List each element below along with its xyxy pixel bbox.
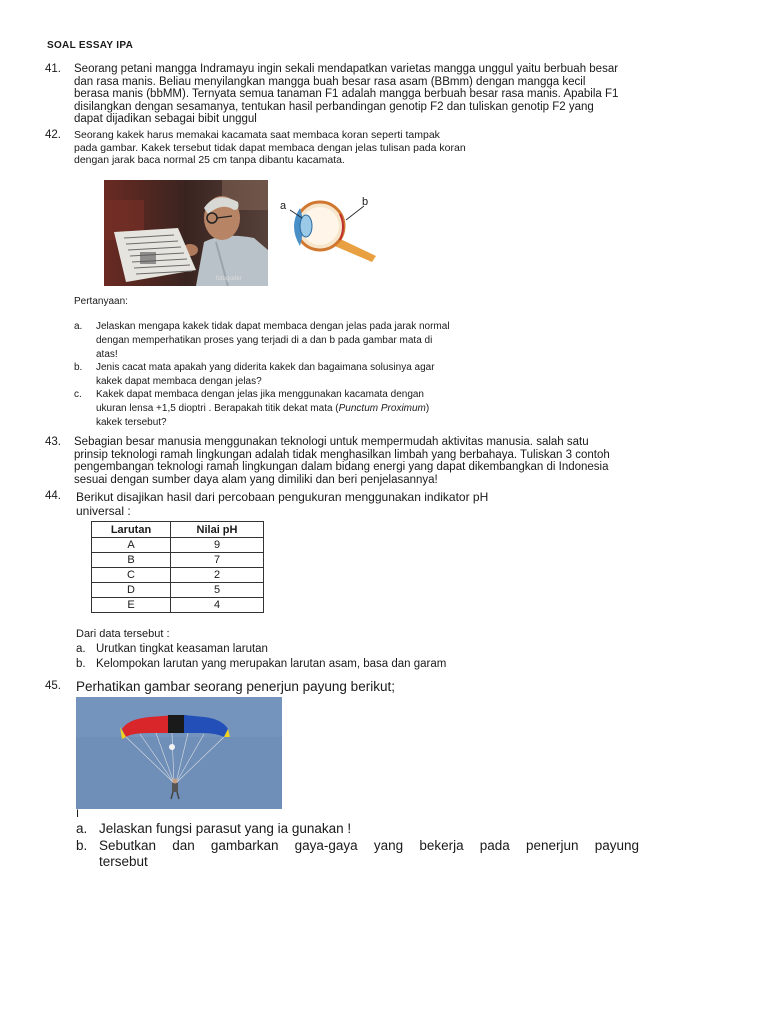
- cell-larutan: E: [92, 598, 171, 613]
- cell-larutan: A: [92, 538, 171, 553]
- q44-number: 44.: [45, 490, 61, 502]
- cell-ph: 5: [171, 583, 264, 598]
- q42-c-text: [96, 388, 526, 430]
- table-row: [92, 553, 264, 568]
- eye-label-a: a: [280, 200, 287, 212]
- table-row: [92, 538, 264, 553]
- q42-a-line: Jelaskan mengapa kakek tidak dapat membaca dengan jelas pada jarak normal: [96, 321, 450, 332]
- q42-a-line: atas!: [96, 349, 118, 360]
- header-nilai-ph: Nilai pH: [171, 522, 264, 538]
- header-larutan: Larutan: [92, 522, 171, 538]
- q44-text: [76, 490, 596, 518]
- q42-b-line: kakek dapat membaca dengan jelas?: [96, 376, 262, 387]
- q42-line: Seorang kakek harus memakai kacamata saat membaca koran seperti tampak: [74, 129, 440, 141]
- q44-line: Berikut disajikan hasil dari percobaan pengukuran menggunakan indikator pH: [76, 490, 489, 504]
- cell-larutan: B: [92, 553, 171, 568]
- q41-line: dan rasa manis. Beliau menyilangkan mangga buah besar rasa asam (BBmm) dengan mangga kecil: [74, 75, 586, 88]
- q42-line: pada gambar. Kakek tersebut tidak dapat membaca dengan jelas tulisan pada koran: [74, 141, 466, 154]
- table-row: [92, 583, 264, 598]
- q42-b-text: [96, 361, 526, 389]
- q42-line: dengan jarak baca normal 25 cm tanpa dibantu kacamata.: [74, 154, 345, 166]
- reading-man-illustration: [104, 180, 268, 286]
- q44-b-text: Kelompokan larutan yang merupakan larutan asam, basa dan garam: [96, 658, 447, 670]
- q44-b-letter: b.: [76, 658, 86, 670]
- q43-line: prinsip teknologi ramah lingkungan adalah tidak menghasilkan limbah yang berbahaya. Tuliskan 3 contoh: [74, 448, 610, 461]
- cell-ph: 7: [171, 553, 264, 568]
- q41-number: 41.: [45, 63, 61, 75]
- q44-a-letter: a.: [76, 643, 86, 655]
- q41-line: Seorang petani mangga Indramayu ingin sekali mendapatkan varietas mangga unggul yaitu berbuah besar: [74, 63, 619, 75]
- q42-b-letter: b.: [74, 362, 83, 373]
- q45-a-letter: a.: [76, 821, 88, 836]
- q42-question-heading: Pertanyaan:: [74, 296, 128, 307]
- q44-line: universal :: [76, 504, 131, 518]
- q45-b-line: tersebut: [99, 854, 148, 869]
- q45-b-line: Sebutkan dan gambarkan gaya-gaya yang bekerja pada penerjun payung: [99, 838, 639, 853]
- q43-text: [74, 436, 739, 486]
- q41-line: berasa manis (bbMM). Ternyata semua tanaman F1 adalah mangga berbuah besar rasa manis. Apabila F1: [74, 88, 619, 100]
- parachutist-photo: [76, 697, 282, 809]
- q42-c-line: kakek tersebut?: [96, 417, 167, 428]
- cell-ph: 4: [171, 598, 264, 613]
- cursor-mark: I: [76, 808, 80, 820]
- q45-b-letter: b.: [76, 838, 88, 853]
- table-row: [92, 568, 264, 583]
- page-title: SOAL ESSAY IPA: [47, 40, 134, 51]
- eye-diagram: [276, 196, 382, 264]
- q42-c-line2-post: ): [425, 403, 430, 414]
- ph-table: [91, 521, 264, 613]
- photo-watermark: fotografer: [216, 276, 242, 282]
- q42-b-line: Jenis cacat mata apakah yang diderita kakek dan bagaimana solusinya agar: [96, 362, 435, 373]
- q43-number: 43.: [45, 436, 61, 448]
- q41-line: dapat dijadikan sebagai bibit unggul: [74, 113, 257, 125]
- cell-ph: 2: [171, 568, 264, 583]
- q42-c-line2-pre: ukuran lensa +1,5 dioptri . Berapakah titik dekat mata (: [96, 403, 339, 414]
- q44-intro: Dari data tersebut :: [76, 628, 170, 640]
- q42-c-line2-em: Punctum Proximum: [338, 403, 426, 414]
- cell-larutan: D: [92, 583, 171, 598]
- q42-c-line: [96, 402, 526, 416]
- parachute-illustration: [76, 697, 282, 809]
- reading-man-photo: [104, 180, 268, 286]
- q45-number: 45.: [45, 680, 61, 692]
- q43-line: sesuai dengan sumber daya alam yang dimiliki dan beri penjelasannya!: [74, 473, 438, 486]
- q45-b-text: [99, 838, 639, 870]
- q43-line: Sebagian besar manusia menggunakan teknologi untuk mempermudah aktivitas manusia. salah satu: [74, 436, 589, 448]
- q42-c-letter: c.: [74, 389, 82, 400]
- q42-text: [74, 129, 534, 167]
- table-header-row: [92, 522, 264, 538]
- q41-line: disilangkan dengan sesamanya, tentukan hasil perbandingan genotip F2 dan tuliskan genotip F2 yang: [74, 100, 594, 113]
- table-row: [92, 598, 264, 613]
- q42-a-text: [96, 320, 526, 362]
- q42-a-letter: a.: [74, 321, 83, 332]
- cell-ph: 9: [171, 538, 264, 553]
- q45-a-text: Jelaskan fungsi parasut yang ia gunakan !: [99, 821, 352, 836]
- eye-label-b: b: [362, 196, 369, 208]
- q45-text: Perhatikan gambar seorang penerjun payung berikut;: [76, 679, 395, 694]
- q43-line: pengembangan teknologi ramah lingkungan dalam bidang energi yang dapat dikembangkan di Indonesia: [74, 461, 609, 473]
- q42-number: 42.: [45, 129, 61, 141]
- cell-larutan: C: [92, 568, 171, 583]
- q41-text: [74, 63, 734, 126]
- q44-a-text: Urutkan tingkat keasaman larutan: [96, 643, 268, 655]
- q42-a-line: dengan memperhatikan proses yang terjadi di a dan b pada gambar mata di: [96, 335, 433, 346]
- q42-c-line: Kakek dapat membaca dengan jelas jika menggunakan kacamata dengan: [96, 389, 424, 400]
